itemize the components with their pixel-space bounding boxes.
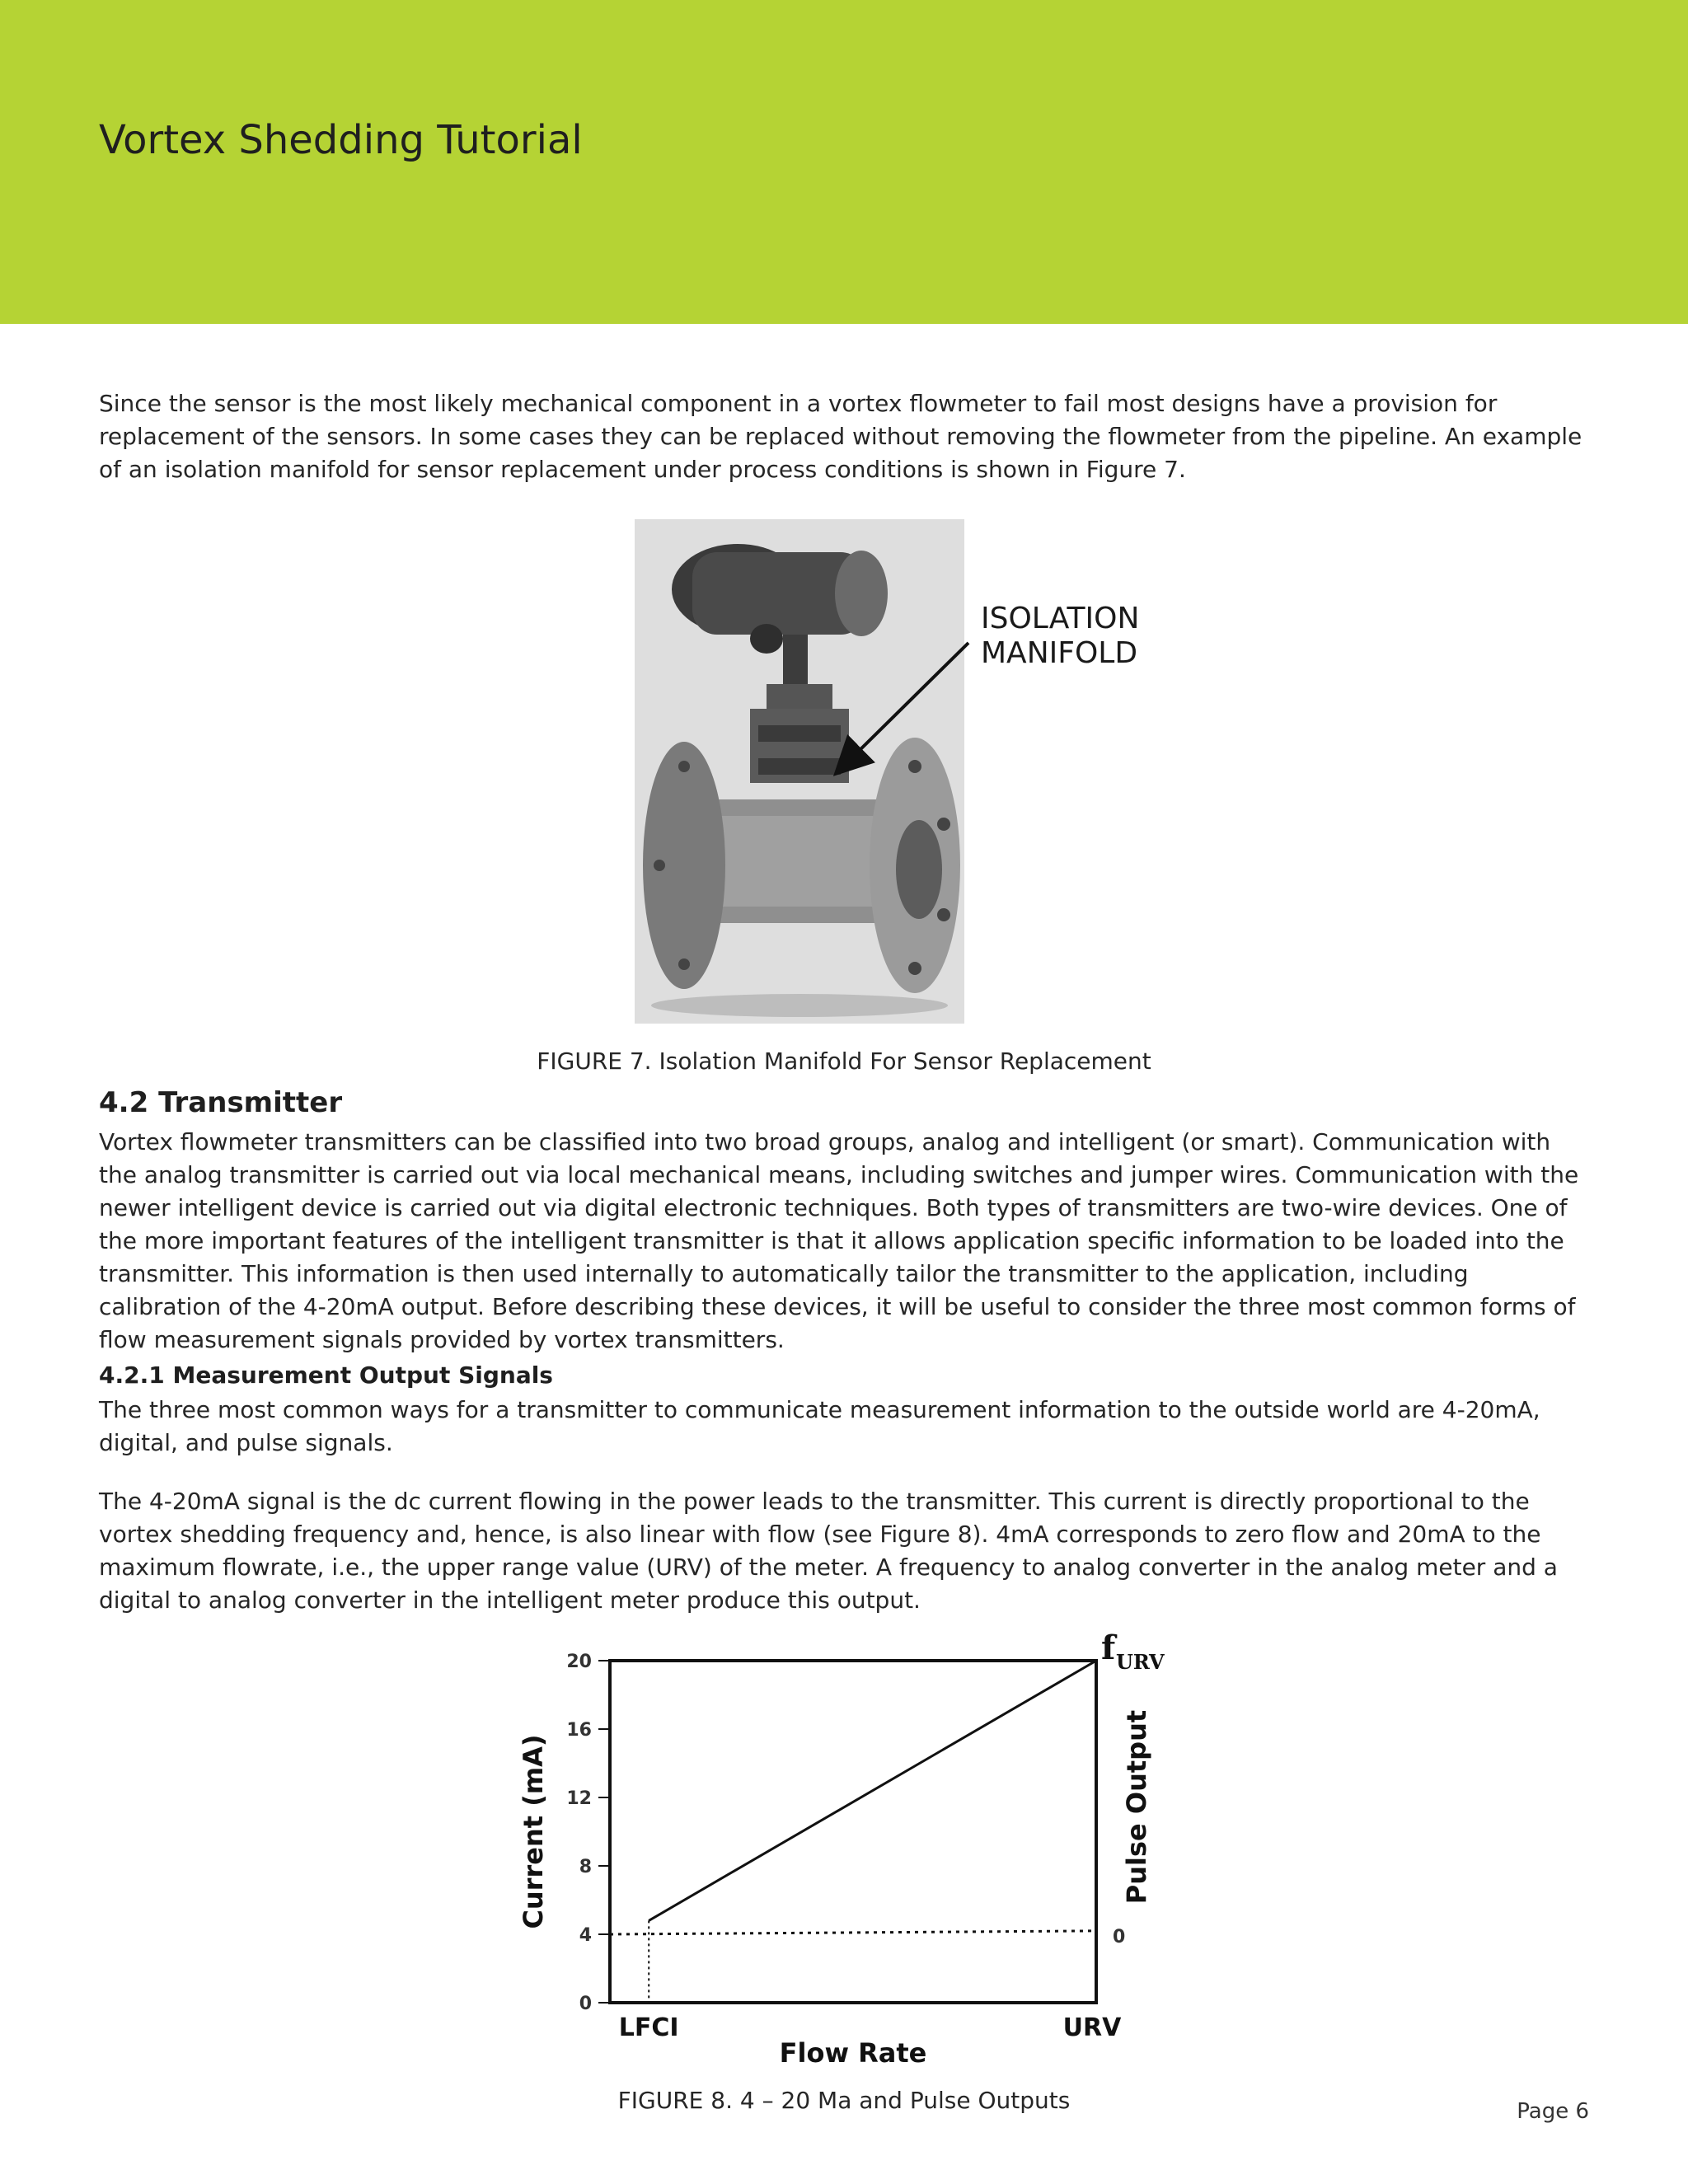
y-tick-label: 8: [579, 1857, 592, 1877]
y-tick-label: 16: [566, 1720, 592, 1741]
figure8-chart: [495, 1632, 1203, 2069]
page-number: Page 6: [1517, 2099, 1589, 2124]
annotation-urv-sub: URV: [1116, 1650, 1165, 1674]
annotation-f: f: [1101, 1632, 1116, 1667]
pointer-arrow: [832, 639, 981, 779]
x-tick-label-lfci: LFCI: [618, 2013, 679, 2042]
pulse-zero-line: [610, 1931, 1096, 1934]
chart-svg: [495, 1632, 1203, 2069]
current-output-line: [649, 1661, 1096, 1920]
intro-paragraph: Since the sensor is the most likely mechanical component in a vortex flowmeter to fail most designs have a provision for replacement of the sensors. In some cases they can be replaced without removing the flowmeter from the pipeline. An example of an isolation manifold for sensor replacement under process conditions is shown in Figure 7.: [99, 390, 1582, 483]
right-axis-label: Pulse Output: [1121, 1709, 1152, 1905]
section-4-2-1-heading: 4.2.1 Measurement Output Signals: [99, 1361, 553, 1389]
isolation-manifold-label: [981, 602, 1139, 671]
x-tick-label-urv: URV: [1062, 2013, 1122, 2042]
x-axis-label: Flow Rate: [779, 2037, 927, 2069]
label-line-2: MANIFOLD: [981, 636, 1138, 670]
figure8-caption: FIGURE 8. 4 – 20 Ma and Pulse Outputs: [617, 2087, 1071, 2114]
page-title: Vortex Shedding Tutorial: [99, 117, 583, 163]
y-tick-label: 20: [566, 1652, 592, 1672]
right-tick-label: 0: [1113, 1927, 1126, 1947]
section-4-2-heading: 4.2 Transmitter: [99, 1086, 343, 1119]
y-tick-label: 0: [579, 1994, 592, 2014]
section-4-2-1-paragraph-1: The three most common ways for a transmitter to communicate measurement information to the outside world are 4-20mA, digital, and pulse signals.: [99, 1396, 1540, 1456]
plot-frame: [610, 1661, 1096, 2003]
y-axis-label: Current (mA): [518, 1734, 549, 1929]
figure7-caption: FIGURE 7. Isolation Manifold For Sensor Replacement: [537, 1047, 1151, 1075]
label-line-1: ISOLATION: [981, 602, 1140, 635]
y-tick-label: 12: [566, 1788, 592, 1809]
section-4-2-1-paragraph-2: The 4-20mA signal is the dc current flowing in the power leads to the transmitter. This current is directly proportional to the vortex shedding frequency and, hence, is also linear with flow (see Figure 8). 4mA corresponds to zero flow and 20mA to the maximum flowrate, i.e., the upper range value (URV) of the meter. A frequency to analog converter in the analog meter and a digital to analog converter in the intelligent meter produce this output.: [99, 1488, 1558, 1614]
header-banner: [0, 0, 1688, 324]
y-tick-label: 4: [579, 1925, 592, 1946]
section-4-2-paragraph: Vortex flowmeter transmitters can be classified into two broad groups, analog and intelligent (or smart). Communication with the analog transmitter is carried out via local mechanical means, including switches and jumper wires. Communication with the newer intelligent device is carried out via digital electronic techniques. Both types of transmitters are two-wire devices. One of the more important features of the intelligent transmitter is that it allows application specific information to be loaded into the transmitter. This information is then used internally to automatically tailor the transmitter to the application, including calibration of the 4-20mA output. Before describing these devices, it will be useful to consider the three most common forms of flow measurement signals provided by vortex transmitters.: [99, 1128, 1579, 1353]
